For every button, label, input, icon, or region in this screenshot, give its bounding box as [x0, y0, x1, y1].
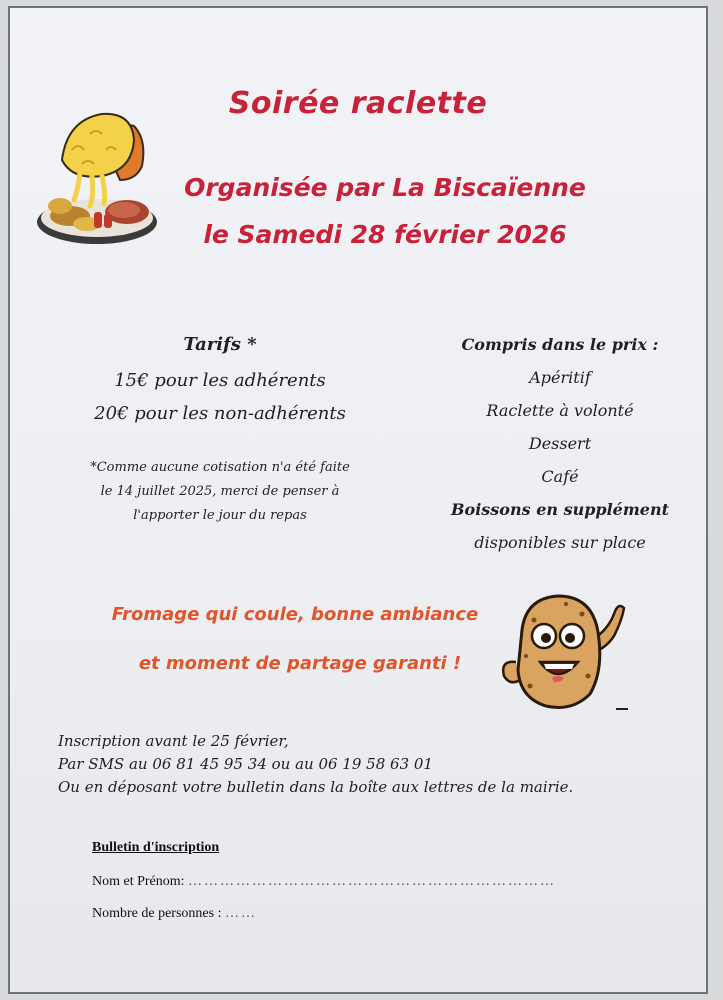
- dash-mark: [616, 708, 628, 710]
- name-label: Nom et Prénom:: [92, 874, 185, 889]
- slogan-line: et moment de partage garanti !: [138, 653, 462, 674]
- included-item: Apéritif: [529, 368, 591, 387]
- slogan-line: Fromage qui coule, bonne ambiance: [111, 604, 479, 625]
- included-item: Raclette à volonté: [486, 401, 634, 420]
- included-section: [420, 328, 700, 559]
- included-item: Café: [541, 467, 579, 486]
- price-non-members: 20€ pour les non-adhérents: [94, 403, 346, 424]
- registration-form: [92, 840, 556, 922]
- price-members: 15€ pour les adhérents: [114, 370, 326, 391]
- drinks-extra: Boissons en supplément: [451, 500, 669, 519]
- event-title: Soirée raclette: [228, 86, 488, 121]
- inscription-deadline: Inscription avant le 25 février,: [58, 732, 289, 750]
- tarifs-note-line: le 14 juillet 2025, merci de penser à: [100, 484, 340, 499]
- inscription-section: [58, 730, 573, 799]
- included-heading: Compris dans le prix :: [461, 335, 659, 354]
- name-field[interactable]: [92, 874, 556, 890]
- inscription-sms: Par SMS au 06 81 45 95 34 ou au 06 19 58 63 01: [58, 755, 433, 773]
- drinks-available: disponibles sur place: [474, 533, 646, 552]
- people-dots: ……: [224, 906, 257, 921]
- tarifs-section: [50, 328, 390, 528]
- flyer-sheet: [8, 6, 708, 994]
- event-date: le Samedi 28 février 2026: [203, 220, 567, 249]
- tarifs-note-line: *Comme aucune cotisation n'a été faite: [90, 460, 350, 475]
- inscription-mailbox: Ou en déposant votre bulletin dans la boîte aux lettres de la mairie.: [58, 778, 574, 796]
- tarifs-heading: Tarifs *: [183, 334, 257, 355]
- bulletin-heading: Bulletin d'inscription: [92, 840, 220, 855]
- potato-mascot-icon: [496, 590, 636, 715]
- people-label: Nombre de personnes :: [92, 906, 222, 921]
- people-field[interactable]: [92, 906, 556, 922]
- tarifs-note-line: l'apporter le jour du repas: [133, 508, 307, 523]
- name-dots: ……………………………………………………………: [188, 874, 557, 889]
- included-item: Dessert: [528, 434, 592, 453]
- organizer-line: Organisée par La Biscaïenne: [184, 173, 586, 202]
